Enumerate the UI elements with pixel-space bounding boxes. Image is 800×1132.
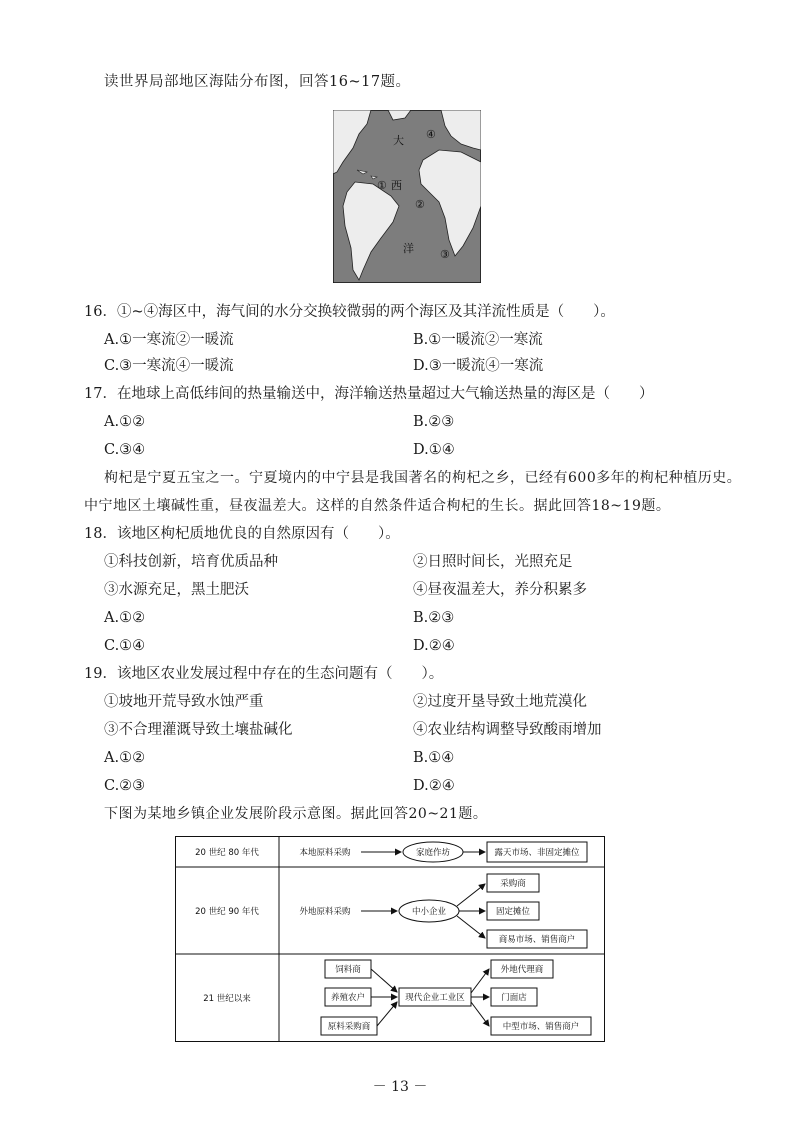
passage-line-1: 枸杞是宁夏五宝之一。宁夏境内的中宁县是我国著名的枸杞之乡，已经有600多年的枸杞种植历史。 (104, 470, 742, 486)
q19-item-3: ③不合理灌溉导致土壤盐碱化 (104, 722, 293, 738)
q18-item-3: ③水源充足，黑土肥沃 (104, 582, 249, 598)
q16-option-a[interactable]: A.①一寒流②一暖流 (104, 332, 234, 348)
q19-item-2: ②过度开垦导致土地荒漠化 (413, 694, 587, 710)
q18-option-d[interactable]: D.②④ (413, 638, 455, 654)
map-label-xi: 西 (391, 179, 402, 192)
row2-output-2: 固定摊位 (495, 907, 531, 917)
map-label-da: 大 (393, 134, 404, 147)
intro-16-17: 读世界局部地区海陆分布图，回答16~17题。 (104, 74, 411, 90)
row1-center: 家庭作坊 (415, 848, 451, 858)
q18-item-2: ②日照时间长，光照充足 (413, 554, 573, 570)
row1-source: 本地原料采购 (299, 848, 351, 858)
township-enterprise-diagram (175, 836, 605, 1042)
row2-period: 20 世纪 90 年代 (195, 907, 259, 917)
q18-option-b[interactable]: B.②③ (413, 610, 455, 626)
map-label-yang: 洋 (403, 242, 414, 255)
q18-item-1: ①科技创新，培育优质品种 (104, 554, 278, 570)
row3-output-1: 外地代理商 (500, 965, 544, 975)
q17-option-d[interactable]: D.①④ (413, 442, 455, 458)
intro-20-21: 下图为某地乡镇企业发展阶段示意图。据此回答20~21题。 (104, 806, 488, 822)
q18-option-a[interactable]: A.①② (104, 610, 146, 626)
row2-source: 外地原料采购 (299, 907, 351, 917)
map-marker-2: ② (415, 198, 425, 211)
row3-center: 现代企业工业区 (405, 993, 465, 1003)
q16-stem: 16．①~④海区中，海气间的水分交换较微弱的两个海区及其洋流性质是（ ）。 (84, 304, 615, 320)
row1-period: 20 世纪 80 年代 (195, 848, 259, 858)
row3-output-3: 中型市场、销售商户 (502, 1022, 580, 1032)
q19-option-d[interactable]: D.②④ (413, 778, 455, 794)
world-map-figure (333, 110, 481, 283)
page-number: － 13 － (372, 1079, 428, 1095)
q19-item-1: ①坡地开荒导致水蚀严重 (104, 694, 264, 710)
q16-option-b[interactable]: B.①一暖流②一寒流 (413, 332, 543, 348)
row3-period: 21 世纪以来 (203, 994, 251, 1004)
q17-option-c[interactable]: C.③④ (104, 442, 146, 458)
row3-source-1: 饲料商 (335, 965, 361, 975)
q18-stem: 18．该地区枸杞质地优良的自然原因有（ ）。 (84, 526, 400, 542)
q19-option-b[interactable]: B.①④ (413, 750, 455, 766)
q18-option-c[interactable]: C.①④ (104, 638, 146, 654)
q19-item-4: ④农业结构调整导致酸雨增加 (413, 722, 602, 738)
q17-stem: 17．在地球上高低纬间的热量输送中，海洋输送热量超过大气输送热量的海区是（ ） (84, 386, 654, 402)
row1-output: 露天市场、非固定摊位 (494, 848, 580, 858)
q19-stem: 19．该地区农业发展过程中存在的生态问题有（ ）。 (84, 666, 444, 682)
passage-line-2: 中宁地区土壤碱性重，昼夜温差大。这样的自然条件适合枸杞的生长。据此回答18~19题。 (84, 498, 671, 514)
row2-output-3: 商易市场、销售商户 (498, 935, 576, 945)
row3-output-2: 门面店 (501, 993, 527, 1003)
q18-item-4: ④昼夜温差大，养分积累多 (413, 582, 587, 598)
row3-source-2: 养殖农户 (330, 993, 366, 1003)
row3-source-3: 原料采购商 (327, 1022, 371, 1032)
q19-option-a[interactable]: A.①② (104, 750, 146, 766)
q16-option-d[interactable]: D.③一暖流④一寒流 (413, 358, 544, 374)
q17-option-b[interactable]: B.②③ (413, 414, 455, 430)
map-marker-4: ④ (426, 128, 436, 141)
row2-output-1: 采购商 (500, 879, 526, 889)
q19-option-c[interactable]: C.②③ (104, 778, 146, 794)
map-marker-1: ① (377, 179, 387, 192)
q16-option-c[interactable]: C.③一寒流④一暖流 (104, 358, 234, 374)
map-marker-3: ③ (440, 248, 450, 261)
q17-option-a[interactable]: A.①② (104, 414, 146, 430)
row2-center: 中小企业 (411, 907, 447, 917)
